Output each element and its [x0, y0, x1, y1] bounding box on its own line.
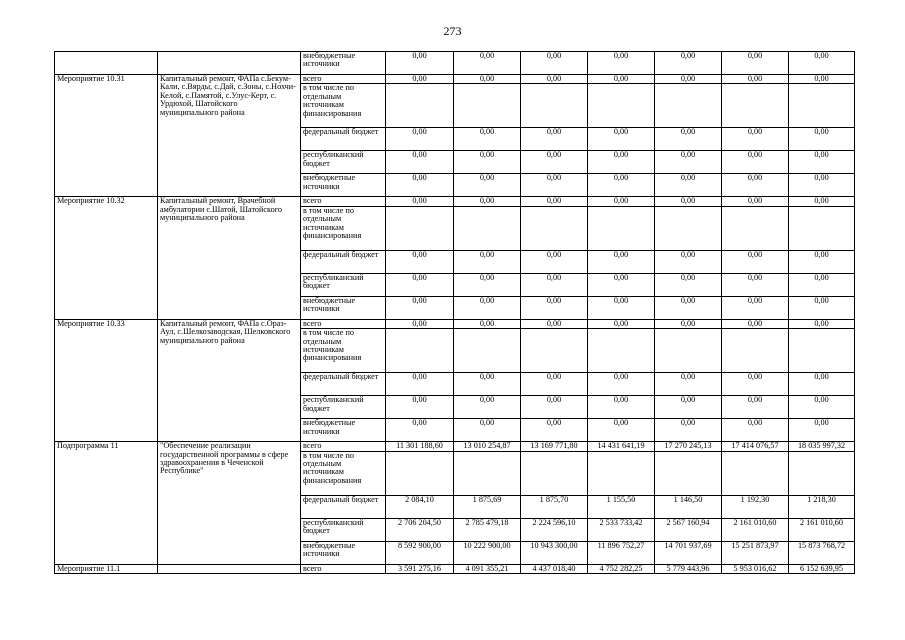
funding-source: внебюджетные источники — [301, 419, 386, 442]
item-title: Капитальный ремонт, Врачебной амбулатории с.Шатой, Шатойского муниципального района — [158, 197, 301, 319]
funding-source: всего — [301, 442, 386, 451]
amount-cell: 0,00 — [789, 250, 855, 273]
amount-cell: 2 706 204,50 — [386, 518, 454, 541]
funding-source: федеральный бюджет — [301, 495, 386, 518]
amount-cell — [789, 84, 855, 128]
amount-cell — [454, 451, 521, 495]
funding-source: внебюджетные источники — [301, 52, 386, 75]
amount-cell: 0,00 — [521, 250, 588, 273]
item-code: Мероприятие 10.33 — [55, 319, 158, 441]
item-title: Капитальный ремонт, ФАПа с.Бекум-Кали, с.Вярды, с.Дай, с.Зоны, с.Нохчи-Келой, с.Памятой, с.Улус-Керт, с. Урдюхой, Шатойского муниципального района — [158, 75, 301, 197]
amount-cell: 0,00 — [655, 373, 722, 396]
amount-cell: 0,00 — [722, 174, 789, 197]
amount-cell: 0,00 — [588, 373, 655, 396]
amount-cell: 0,00 — [789, 373, 855, 396]
amount-cell: 0,00 — [655, 396, 722, 419]
amount-cell: 10 943 300,00 — [521, 541, 588, 564]
amount-cell: 0,00 — [454, 419, 521, 442]
amount-cell: 0,00 — [454, 396, 521, 419]
amount-cell: 2 224 596,10 — [521, 518, 588, 541]
amount-cell: 4 091 355,21 — [454, 564, 521, 573]
amount-cell: 0,00 — [588, 273, 655, 296]
funding-source: федеральный бюджет — [301, 373, 386, 396]
amount-cell: 0,00 — [454, 273, 521, 296]
amount-cell: 0,00 — [521, 396, 588, 419]
amount-cell: 2 161 010,60 — [722, 518, 789, 541]
amount-cell — [454, 84, 521, 128]
amount-cell: 17 270 245,13 — [655, 442, 722, 451]
amount-cell: 0,00 — [655, 296, 722, 319]
funding-source: республиканский бюджет — [301, 151, 386, 174]
amount-cell: 0,00 — [521, 319, 588, 328]
amount-cell: 0,00 — [789, 396, 855, 419]
amount-cell: 0,00 — [655, 197, 722, 206]
amount-cell: 1 218,30 — [789, 495, 855, 518]
amount-cell: 0,00 — [588, 296, 655, 319]
amount-cell: 0,00 — [588, 52, 655, 75]
amount-cell: 8 592 900,00 — [386, 541, 454, 564]
amount-cell: 0,00 — [386, 52, 454, 75]
amount-cell — [521, 329, 588, 373]
amount-cell: 0,00 — [655, 75, 722, 84]
amount-cell — [722, 451, 789, 495]
amount-cell: 0,00 — [454, 319, 521, 328]
funding-source: республиканский бюджет — [301, 273, 386, 296]
amount-cell: 0,00 — [722, 319, 789, 328]
item-code — [55, 52, 158, 75]
funding-source: федеральный бюджет — [301, 250, 386, 273]
amount-cell: 0,00 — [789, 128, 855, 151]
amount-cell: 0,00 — [521, 197, 588, 206]
funding-source: в том числе по отдельным источникам финансирования — [301, 451, 386, 495]
amount-cell — [454, 329, 521, 373]
amount-cell: 0,00 — [588, 396, 655, 419]
amount-cell: 18 035 997,32 — [789, 442, 855, 451]
item-title: "Обеспечение реализации государственной программы в сфере здравоохранения в Чеченской Республике" — [158, 442, 301, 564]
funding-source: всего — [301, 319, 386, 328]
amount-cell: 0,00 — [588, 151, 655, 174]
table-row — [55, 442, 855, 451]
amount-cell: 0,00 — [655, 250, 722, 273]
amount-cell — [521, 84, 588, 128]
amount-cell: 14 431 641,19 — [588, 442, 655, 451]
table-row — [55, 197, 855, 206]
amount-cell: 2 567 160,94 — [655, 518, 722, 541]
amount-cell: 0,00 — [521, 296, 588, 319]
amount-cell: 0,00 — [386, 373, 454, 396]
amount-cell: 0,00 — [454, 52, 521, 75]
amount-cell: 2 533 733,42 — [588, 518, 655, 541]
funding-source: в том числе по отдельным источникам финансирования — [301, 206, 386, 250]
item-title — [158, 52, 301, 75]
amount-cell: 1 146,50 — [655, 495, 722, 518]
amount-cell: 0,00 — [722, 296, 789, 319]
amount-cell: 0,00 — [386, 174, 454, 197]
amount-cell: 0,00 — [789, 197, 855, 206]
amount-cell: 0,00 — [454, 151, 521, 174]
amount-cell: 15 873 768,72 — [789, 541, 855, 564]
funding-source: в том числе по отдельным источникам финансирования — [301, 329, 386, 373]
amount-cell: 0,00 — [655, 128, 722, 151]
amount-cell: 5 953 016,62 — [722, 564, 789, 573]
amount-cell: 13 010 254,87 — [454, 442, 521, 451]
page-number: 273 — [443, 24, 462, 38]
budget-table — [54, 51, 855, 574]
amount-cell: 0,00 — [521, 128, 588, 151]
amount-cell: 0,00 — [386, 75, 454, 84]
amount-cell: 0,00 — [789, 151, 855, 174]
amount-cell — [521, 451, 588, 495]
item-code: Мероприятие 10.32 — [55, 197, 158, 319]
amount-cell: 0,00 — [454, 174, 521, 197]
item-code: Подпрограмма 11 — [55, 442, 158, 564]
amount-cell — [454, 206, 521, 250]
amount-cell: 0,00 — [386, 197, 454, 206]
amount-cell: 2 785 479,18 — [454, 518, 521, 541]
amount-cell: 3 591 275,16 — [386, 564, 454, 573]
amount-cell: 0,00 — [588, 419, 655, 442]
amount-cell: 0,00 — [722, 250, 789, 273]
amount-cell: 4 752 282,25 — [588, 564, 655, 573]
amount-cell: 0,00 — [386, 396, 454, 419]
table-row — [55, 52, 855, 75]
amount-cell: 0,00 — [386, 151, 454, 174]
amount-cell: 0,00 — [722, 419, 789, 442]
funding-source: внебюджетные источники — [301, 174, 386, 197]
amount-cell — [789, 329, 855, 373]
amount-cell: 4 437 018,40 — [521, 564, 588, 573]
amount-cell: 0,00 — [722, 373, 789, 396]
funding-source: всего — [301, 197, 386, 206]
funding-source: республиканский бюджет — [301, 396, 386, 419]
amount-cell — [386, 329, 454, 373]
amount-cell: 0,00 — [789, 52, 855, 75]
amount-cell: 0,00 — [722, 128, 789, 151]
amount-cell: 0,00 — [789, 419, 855, 442]
amount-cell: 0,00 — [454, 250, 521, 273]
amount-cell — [722, 329, 789, 373]
amount-cell — [386, 84, 454, 128]
amount-cell: 0,00 — [588, 250, 655, 273]
table-row — [55, 75, 855, 84]
amount-cell: 13 169 771,80 — [521, 442, 588, 451]
amount-cell: 0,00 — [722, 396, 789, 419]
amount-cell: 6 152 639,95 — [789, 564, 855, 573]
amount-cell: 0,00 — [454, 75, 521, 84]
amount-cell: 0,00 — [722, 273, 789, 296]
amount-cell: 0,00 — [789, 174, 855, 197]
amount-cell: 11 896 752,27 — [588, 541, 655, 564]
amount-cell: 0,00 — [386, 296, 454, 319]
amount-cell: 0,00 — [386, 273, 454, 296]
funding-source: внебюджетные источники — [301, 296, 386, 319]
amount-cell: 0,00 — [588, 174, 655, 197]
amount-cell: 0,00 — [454, 296, 521, 319]
funding-source: республиканский бюджет — [301, 518, 386, 541]
amount-cell: 0,00 — [789, 273, 855, 296]
amount-cell: 0,00 — [588, 319, 655, 328]
amount-cell: 10 222 900,00 — [454, 541, 521, 564]
amount-cell: 0,00 — [789, 296, 855, 319]
amount-cell — [588, 329, 655, 373]
funding-source: внебюджетные источники — [301, 541, 386, 564]
amount-cell: 1 192,30 — [722, 495, 789, 518]
funding-source: федеральный бюджет — [301, 128, 386, 151]
amount-cell: 0,00 — [521, 373, 588, 396]
amount-cell: 0,00 — [521, 52, 588, 75]
table-row — [55, 319, 855, 328]
item-code: Мероприятие 11.1 — [55, 564, 158, 573]
amount-cell — [789, 206, 855, 250]
amount-cell — [655, 451, 722, 495]
amount-cell — [722, 206, 789, 250]
amount-cell: 0,00 — [722, 151, 789, 174]
amount-cell — [386, 206, 454, 250]
amount-cell: 2 161 010,60 — [789, 518, 855, 541]
amount-cell: 0,00 — [386, 250, 454, 273]
amount-cell — [789, 451, 855, 495]
amount-cell — [588, 206, 655, 250]
amount-cell: 0,00 — [722, 52, 789, 75]
amount-cell — [588, 451, 655, 495]
amount-cell: 0,00 — [722, 197, 789, 206]
funding-source: всего — [301, 564, 386, 573]
amount-cell — [588, 84, 655, 128]
amount-cell: 0,00 — [588, 128, 655, 151]
amount-cell — [386, 451, 454, 495]
amount-cell: 0,00 — [521, 151, 588, 174]
amount-cell: 0,00 — [386, 319, 454, 328]
amount-cell: 0,00 — [454, 373, 521, 396]
amount-cell — [521, 206, 588, 250]
amount-cell — [722, 84, 789, 128]
amount-cell: 0,00 — [588, 75, 655, 84]
amount-cell — [655, 206, 722, 250]
amount-cell: 5 779 443,96 — [655, 564, 722, 573]
funding-source: в том числе по отдельным источникам финансирования — [301, 84, 386, 128]
amount-cell: 0,00 — [655, 174, 722, 197]
amount-cell: 0,00 — [521, 419, 588, 442]
amount-cell: 1 875,70 — [521, 495, 588, 518]
amount-cell: 0,00 — [588, 197, 655, 206]
amount-cell: 1 155,50 — [588, 495, 655, 518]
amount-cell: 0,00 — [386, 419, 454, 442]
amount-cell: 0,00 — [655, 273, 722, 296]
amount-cell: 17 414 076,57 — [722, 442, 789, 451]
funding-source: всего — [301, 75, 386, 84]
amount-cell: 0,00 — [655, 419, 722, 442]
amount-cell: 0,00 — [521, 174, 588, 197]
amount-cell: 0,00 — [521, 273, 588, 296]
amount-cell: 0,00 — [655, 319, 722, 328]
amount-cell: 0,00 — [722, 75, 789, 84]
amount-cell: 15 251 873,97 — [722, 541, 789, 564]
amount-cell: 1 875,69 — [454, 495, 521, 518]
table-row — [55, 564, 855, 573]
amount-cell: 0,00 — [655, 52, 722, 75]
amount-cell: 0,00 — [386, 128, 454, 151]
amount-cell: 2 084,10 — [386, 495, 454, 518]
amount-cell — [655, 84, 722, 128]
amount-cell: 14 701 937,69 — [655, 541, 722, 564]
item-code: Мероприятие 10.31 — [55, 75, 158, 197]
amount-cell — [655, 329, 722, 373]
item-title: Капитальный ремонт, ФАПа с.Ораз-Аул, с.Шелкозаводская, Шелковского муниципального района — [158, 319, 301, 441]
amount-cell: 0,00 — [454, 128, 521, 151]
amount-cell: 0,00 — [454, 197, 521, 206]
item-title — [158, 564, 301, 573]
amount-cell: 0,00 — [789, 319, 855, 328]
amount-cell: 0,00 — [521, 75, 588, 84]
amount-cell: 0,00 — [655, 151, 722, 174]
amount-cell: 11 301 188,60 — [386, 442, 454, 451]
amount-cell: 0,00 — [789, 75, 855, 84]
